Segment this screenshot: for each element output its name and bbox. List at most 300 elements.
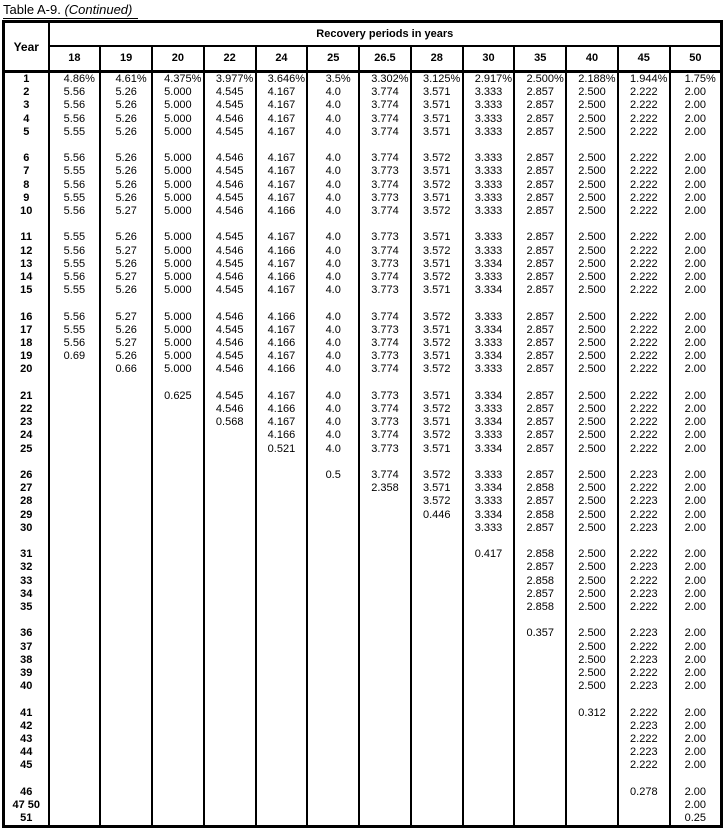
table-title — [3, 2, 138, 19]
table-row — [4, 284, 722, 297]
rate-cell: 4.167 — [256, 350, 308, 363]
rate-cell: 2.222 — [618, 271, 670, 284]
year-cell: 46 — [4, 786, 49, 799]
rate-cell — [256, 522, 308, 535]
rate-cell: 2.222 — [618, 733, 670, 746]
rate-cell: 3.571 — [411, 165, 463, 178]
year-cell: 32 — [4, 561, 49, 574]
year-cell: 36 — [4, 627, 49, 640]
rate-cell — [566, 746, 618, 759]
rate-cell — [152, 575, 204, 588]
spacer-cell — [359, 139, 411, 152]
rate-cell: 3.773 — [359, 390, 411, 403]
rate-cell: 2.500 — [566, 627, 618, 640]
rate-cell — [256, 641, 308, 654]
spacer-cell — [359, 297, 411, 310]
year-cell: 34 — [4, 588, 49, 601]
rate-cell: 2.858 — [514, 509, 566, 522]
spacer-cell — [4, 693, 49, 706]
rate-cell: 3.774 — [359, 311, 411, 324]
table-row — [4, 192, 722, 205]
rate-cell: 3.334 — [463, 350, 515, 363]
rate-cell — [152, 627, 204, 640]
rate-cell: 3.774 — [359, 86, 411, 99]
rate-cell: 2.500 — [566, 86, 618, 99]
rate-cell — [463, 667, 515, 680]
year-cell: 14 — [4, 271, 49, 284]
rate-cell — [411, 733, 463, 746]
rate-cell — [463, 812, 515, 827]
rate-cell: 2.358 — [359, 482, 411, 495]
rate-cell — [463, 561, 515, 574]
rate-cell: 2.500% — [514, 72, 566, 87]
rate-cell: 2.858 — [514, 575, 566, 588]
rate-cell — [204, 641, 256, 654]
rate-cell: 2.857 — [514, 429, 566, 442]
spacer-cell — [514, 377, 566, 390]
rate-cell: 3.572 — [411, 179, 463, 192]
rate-cell: 2.00 — [670, 271, 722, 284]
year-cell: 1 — [4, 72, 49, 87]
rate-cell — [411, 720, 463, 733]
year-cell: 44 — [4, 746, 49, 759]
spacer-cell — [49, 614, 101, 627]
rate-cell — [463, 786, 515, 799]
spacer-cell — [359, 456, 411, 469]
rate-cell: 0.417 — [463, 548, 515, 561]
table-row — [4, 126, 722, 139]
rate-cell: 4.546 — [204, 311, 256, 324]
rate-cell — [359, 654, 411, 667]
rate-cell: 2.500 — [566, 350, 618, 363]
rate-cell: 3.125% — [411, 72, 463, 87]
rate-cell — [152, 812, 204, 827]
rate-cell: 2.222 — [618, 482, 670, 495]
rate-cell: 3.333 — [463, 245, 515, 258]
table-row — [4, 786, 722, 799]
spacer-cell — [256, 297, 308, 310]
spacer-cell — [670, 456, 722, 469]
rate-cell: 3.333 — [463, 179, 515, 192]
rate-cell: 2.500 — [566, 245, 618, 258]
rate-cell: 2.00 — [670, 337, 722, 350]
rate-cell: 2.222 — [618, 231, 670, 244]
rate-cell — [411, 588, 463, 601]
spacer-cell — [566, 297, 618, 310]
rate-cell — [359, 509, 411, 522]
rate-cell: 4.0 — [307, 311, 359, 324]
rate-cell — [411, 601, 463, 614]
table-row — [4, 152, 722, 165]
table-row — [4, 641, 722, 654]
rate-cell — [359, 799, 411, 812]
rate-cell: 2.500 — [566, 403, 618, 416]
rate-cell: 5.56 — [49, 86, 101, 99]
rate-cell: 2.00 — [670, 720, 722, 733]
table-row — [4, 548, 722, 561]
rate-cell: 2.857 — [514, 271, 566, 284]
rate-cell — [152, 522, 204, 535]
rate-cell: 4.0 — [307, 245, 359, 258]
table-row — [4, 627, 722, 640]
table-row — [4, 363, 722, 376]
spacer-cell — [411, 297, 463, 310]
rate-cell — [307, 601, 359, 614]
rate-cell: 4.0 — [307, 126, 359, 139]
rate-cell: 2.222 — [618, 311, 670, 324]
year-cell: 21 — [4, 390, 49, 403]
rate-cell — [411, 548, 463, 561]
rate-cell: 2.857 — [514, 588, 566, 601]
spacer-cell — [307, 535, 359, 548]
rate-cell — [411, 746, 463, 759]
group-spacer-row — [4, 773, 722, 786]
rate-cell: 4.167 — [256, 165, 308, 178]
rate-cell — [49, 390, 101, 403]
rate-cell — [359, 786, 411, 799]
rate-cell — [411, 799, 463, 812]
rate-cell — [307, 720, 359, 733]
rate-cell — [514, 746, 566, 759]
spacer-cell — [463, 773, 515, 786]
table-row — [4, 113, 722, 126]
spacer-cell — [670, 297, 722, 310]
spacer-cell — [49, 297, 101, 310]
rate-cell: 4.167 — [256, 231, 308, 244]
rate-cell — [49, 363, 101, 376]
rate-cell — [514, 812, 566, 827]
rate-cell: 3.571 — [411, 99, 463, 112]
spacer-cell — [463, 693, 515, 706]
rate-cell: 2.00 — [670, 509, 722, 522]
spacer-cell — [49, 693, 101, 706]
table-row — [4, 482, 722, 495]
table-row — [4, 746, 722, 759]
rate-cell: 4.166 — [256, 271, 308, 284]
rate-cell: 4.167 — [256, 126, 308, 139]
rate-cell — [49, 588, 101, 601]
year-cell: 23 — [4, 416, 49, 429]
rate-cell — [152, 588, 204, 601]
rate-cell — [49, 429, 101, 442]
rate-cell: 4.545 — [204, 126, 256, 139]
rate-cell — [100, 812, 152, 827]
rate-cell — [411, 812, 463, 827]
rate-cell: 2.00 — [670, 350, 722, 363]
spacer-cell — [49, 139, 101, 152]
rate-cell: 0.568 — [204, 416, 256, 429]
rate-cell: 5.000 — [152, 231, 204, 244]
rate-cell — [359, 495, 411, 508]
table-title-prefix: Table A-9. — [3, 2, 61, 17]
spacer-cell — [411, 693, 463, 706]
rate-cell: 2.00 — [670, 363, 722, 376]
spacer-cell — [204, 139, 256, 152]
rate-cell: 5.56 — [49, 205, 101, 218]
rate-cell: 4.0 — [307, 113, 359, 126]
rate-cell: 2.222 — [618, 509, 670, 522]
rate-cell: 2.500 — [566, 654, 618, 667]
rate-cell: 2.500 — [566, 113, 618, 126]
spacer-cell — [411, 614, 463, 627]
spacer-cell — [4, 377, 49, 390]
rate-cell — [566, 759, 618, 772]
rate-cell: 3.572 — [411, 429, 463, 442]
spacer-cell — [514, 456, 566, 469]
year-cell: 15 — [4, 284, 49, 297]
rate-cell — [256, 601, 308, 614]
spacer-cell — [152, 535, 204, 548]
rate-cell: 2.857 — [514, 113, 566, 126]
rate-cell: 2.00 — [670, 311, 722, 324]
rate-cell — [152, 680, 204, 693]
rate-cell: 5.000 — [152, 86, 204, 99]
rate-cell — [204, 733, 256, 746]
table-row — [4, 258, 722, 271]
spacer-cell — [463, 614, 515, 627]
rate-cell: 2.00 — [670, 205, 722, 218]
rate-cell — [359, 720, 411, 733]
rate-cell — [359, 588, 411, 601]
rate-cell — [152, 403, 204, 416]
table-row — [4, 350, 722, 363]
rate-cell — [100, 561, 152, 574]
spacer-cell — [152, 456, 204, 469]
year-cell: 42 — [4, 720, 49, 733]
rate-cell: 3.774 — [359, 126, 411, 139]
rate-cell: 3.571 — [411, 231, 463, 244]
rate-cell — [359, 812, 411, 827]
rate-cell: 2.500 — [566, 390, 618, 403]
recovery-period-column-header: 26.5 — [359, 46, 411, 72]
rate-cell: 4.166 — [256, 429, 308, 442]
rate-cell — [152, 495, 204, 508]
spacer-cell — [256, 614, 308, 627]
rate-cell: 3.774 — [359, 429, 411, 442]
rate-cell — [100, 509, 152, 522]
rate-cell: 4.167 — [256, 192, 308, 205]
rate-cell: 3.646% — [256, 72, 308, 87]
year-cell: 11 — [4, 231, 49, 244]
spacer-cell — [463, 297, 515, 310]
rate-cell: 3.774 — [359, 245, 411, 258]
rate-cell: 3.572 — [411, 245, 463, 258]
rate-cell — [463, 575, 515, 588]
rate-cell: 2.00 — [670, 192, 722, 205]
rate-cell: 2.500 — [566, 363, 618, 376]
rate-cell: 3.5% — [307, 72, 359, 87]
rate-cell: 2.00 — [670, 495, 722, 508]
spacer-cell — [204, 693, 256, 706]
rate-cell: 2.222 — [618, 126, 670, 139]
rate-cell: 2.222 — [618, 205, 670, 218]
rate-cell — [204, 759, 256, 772]
depreciation-rate-table — [2, 20, 723, 828]
year-cell: 7 — [4, 165, 49, 178]
table-row — [4, 733, 722, 746]
rate-cell — [411, 561, 463, 574]
spacer-cell — [307, 773, 359, 786]
rate-cell: 2.00 — [670, 113, 722, 126]
rate-cell: 4.0 — [307, 231, 359, 244]
rate-cell — [256, 482, 308, 495]
rate-cell: 3.571 — [411, 284, 463, 297]
rate-cell — [100, 588, 152, 601]
rate-cell — [49, 667, 101, 680]
rate-cell: 3.334 — [463, 443, 515, 456]
rate-cell: 5.55 — [49, 284, 101, 297]
rate-cell — [204, 429, 256, 442]
rate-cell — [49, 561, 101, 574]
rate-cell: 2.222 — [618, 601, 670, 614]
spacer-cell — [359, 535, 411, 548]
spacer-cell — [359, 218, 411, 231]
rate-cell — [307, 812, 359, 827]
spacer-cell — [4, 614, 49, 627]
rate-cell: 5.56 — [49, 311, 101, 324]
rate-cell — [100, 403, 152, 416]
rate-cell: 3.773 — [359, 350, 411, 363]
rate-cell: 2.500 — [566, 667, 618, 680]
spacer-cell — [4, 218, 49, 231]
rate-cell: 2.857 — [514, 258, 566, 271]
rate-cell: 3.572 — [411, 271, 463, 284]
rate-cell: 4.61% — [100, 72, 152, 87]
rate-cell — [256, 469, 308, 482]
year-cell: 17 — [4, 324, 49, 337]
rate-cell — [256, 680, 308, 693]
spacer-cell — [307, 614, 359, 627]
rate-cell: 4.0 — [307, 192, 359, 205]
rate-cell: 2.222 — [618, 548, 670, 561]
rate-cell: 5.27 — [100, 311, 152, 324]
year-cell: 6 — [4, 152, 49, 165]
rate-cell: 5.26 — [100, 99, 152, 112]
recovery-period-column-header: 22 — [204, 46, 256, 72]
rate-cell: 0.66 — [100, 363, 152, 376]
rate-cell: 5.26 — [100, 179, 152, 192]
rate-cell: 2.00 — [670, 258, 722, 271]
spacer-cell — [618, 456, 670, 469]
table-body — [4, 72, 722, 827]
rate-cell: 2.00 — [670, 179, 722, 192]
rate-cell — [152, 429, 204, 442]
rate-cell: 2.00 — [670, 522, 722, 535]
rate-cell: 3.334 — [463, 416, 515, 429]
rate-cell: 3.571 — [411, 113, 463, 126]
rate-cell: 5.26 — [100, 113, 152, 126]
rate-cell: 4.166 — [256, 363, 308, 376]
rate-cell: 2.00 — [670, 231, 722, 244]
rate-cell: 2.222 — [618, 258, 670, 271]
rate-cell: 5.27 — [100, 205, 152, 218]
rate-cell: 2.00 — [670, 627, 722, 640]
year-cell: 19 — [4, 350, 49, 363]
rate-cell: 0.25 — [670, 812, 722, 827]
rate-cell — [100, 759, 152, 772]
spacer-cell — [100, 456, 152, 469]
rate-cell: 4.167 — [256, 258, 308, 271]
rate-cell — [359, 522, 411, 535]
rate-cell — [204, 575, 256, 588]
rate-cell: 5.000 — [152, 311, 204, 324]
rate-cell: 2.222 — [618, 284, 670, 297]
spacer-cell — [204, 773, 256, 786]
spacer-cell — [463, 377, 515, 390]
rate-cell: 2.500 — [566, 443, 618, 456]
rate-cell — [359, 759, 411, 772]
spacer-cell — [670, 377, 722, 390]
rate-cell: 3.333 — [463, 99, 515, 112]
rate-cell: 4.166 — [256, 205, 308, 218]
rate-cell: 3.334 — [463, 258, 515, 271]
spacer-cell — [152, 297, 204, 310]
spacer-cell — [411, 773, 463, 786]
rate-cell: 5.26 — [100, 258, 152, 271]
rate-cell: 3.773 — [359, 443, 411, 456]
rate-cell: 2.00 — [670, 601, 722, 614]
rate-cell — [307, 482, 359, 495]
rate-cell: 2.857 — [514, 152, 566, 165]
rate-cell: 2.00 — [670, 561, 722, 574]
rate-cell: 5.000 — [152, 205, 204, 218]
rate-cell: 2.222 — [618, 403, 670, 416]
spacer-cell — [618, 535, 670, 548]
rate-cell — [49, 443, 101, 456]
rate-cell: 2.223 — [618, 746, 670, 759]
rate-cell: 3.333 — [463, 495, 515, 508]
year-cell: 16 — [4, 311, 49, 324]
rate-cell — [100, 746, 152, 759]
rate-cell — [204, 667, 256, 680]
year-cell: 25 — [4, 443, 49, 456]
rate-cell: 4.545 — [204, 99, 256, 112]
rate-cell: 4.546 — [204, 337, 256, 350]
spacer-cell — [514, 139, 566, 152]
rate-cell: 2.857 — [514, 126, 566, 139]
spacer-cell — [256, 773, 308, 786]
spacer-cell — [49, 773, 101, 786]
rate-cell: 4.167 — [256, 179, 308, 192]
rate-cell — [204, 509, 256, 522]
rate-cell: 5.000 — [152, 113, 204, 126]
rate-cell: 2.500 — [566, 482, 618, 495]
rate-cell: 2.857 — [514, 522, 566, 535]
rate-cell: 2.00 — [670, 152, 722, 165]
rate-cell: 2.222 — [618, 667, 670, 680]
spacer-cell — [463, 456, 515, 469]
rate-cell — [359, 733, 411, 746]
rate-cell — [49, 403, 101, 416]
table-row — [4, 799, 722, 812]
rate-cell — [100, 390, 152, 403]
spacer-cell — [566, 614, 618, 627]
rate-cell — [204, 720, 256, 733]
rate-cell: 3.333 — [463, 522, 515, 535]
rate-cell: 4.0 — [307, 179, 359, 192]
rate-cell: 2.222 — [618, 245, 670, 258]
rate-cell — [49, 786, 101, 799]
rate-cell — [256, 746, 308, 759]
rate-cell: 3.774 — [359, 205, 411, 218]
group-spacer-row — [4, 456, 722, 469]
rate-cell: 2.00 — [670, 99, 722, 112]
rate-cell: 2.222 — [618, 363, 670, 376]
rate-cell: 2.500 — [566, 509, 618, 522]
spacer-cell — [514, 614, 566, 627]
rate-cell — [618, 799, 670, 812]
rate-cell — [463, 680, 515, 693]
